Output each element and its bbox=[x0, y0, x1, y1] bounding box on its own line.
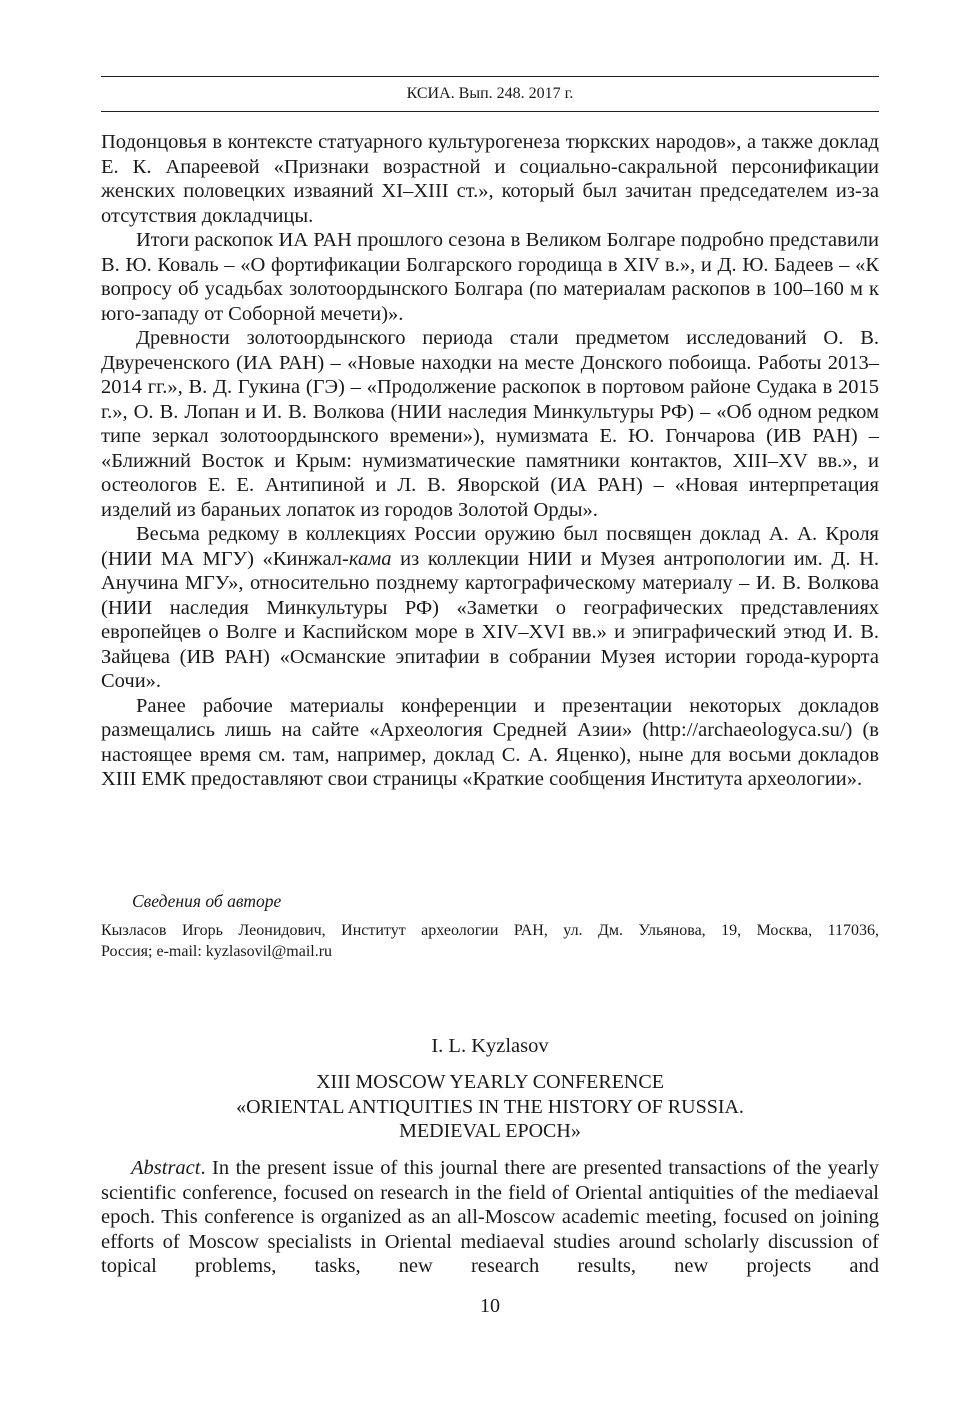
paragraph-4-start: Весьма редкому в коллекциях России оружию был посвящен доклад А. А. Кроля (НИИ МА МГУ) «Кинжал- bbox=[101, 523, 879, 570]
paragraph-4 bbox=[101, 522, 879, 694]
english-title bbox=[101, 1070, 879, 1144]
author-info-line-1: Кызласов Игорь Леонидович, Институт археологии РАН, ул. Дм. Ульянова, 19, Москва, 117036, bbox=[101, 922, 879, 939]
english-title-line-1: XIII MOSCOW YEARLY CONFERENCE bbox=[316, 1071, 664, 1093]
running-title: КСИА. Вып. 248. 2017 г. bbox=[406, 85, 574, 102]
english-author: I. L. Kyzlasov bbox=[431, 1035, 549, 1057]
author-info bbox=[101, 890, 879, 962]
abstract-text: . In the present issue of this journal there are presented transactions of the yearly scientific conference, focused on research in the field of Oriental antiquities of the mediaeval epoch. This conference is organized as an all-Moscow academic meeting, focused on joining efforts of Moscow specialists in Oriental mediaeval studies around scholarly discussion of topical problems, tasks, new research results, new projects and bbox=[101, 1157, 879, 1277]
running-header bbox=[101, 76, 879, 112]
article-body bbox=[101, 130, 879, 792]
author-info-line-2: Россия; e-mail: kyzlasovil@mail.ru bbox=[101, 943, 333, 960]
page-number: 10 bbox=[480, 1295, 500, 1317]
paragraph-4-italic-term: кама bbox=[348, 547, 392, 570]
english-abstract bbox=[101, 1156, 879, 1279]
abstract-label: Abstract bbox=[131, 1157, 201, 1179]
english-title-line-2: «ORIENTAL ANTIQUITIES IN THE HISTORY OF RUSSIA. bbox=[236, 1095, 744, 1118]
author-info-heading: Сведения об авторе bbox=[132, 891, 282, 911]
english-title-line-3: MEDIEVAL EPOCH» bbox=[399, 1120, 581, 1142]
paragraph-3: Древности золотоордынского периода стали предметом исследований О. В. Двуреченского (ИА РАН) – «Новые находки на месте Донского побоища. Работы 2013–2014 гг.», В. Д. Гукина (ГЭ) – «Продолжение раскопок в портовом районе Судака в 2015 г.», О. В. Лопан и И. В. Волкова (НИИ наследия Минкультуры РФ) – «Об одном редком типе зеркал золотоордынского времени»), нумизмата Е. Ю. Гончарова (ИВ РАН) – «Ближний Восток и Крым: нумизматические памятники контактов, XIII–XV вв.», и остеологов Е. Е. Антипиной и Л. В. Яворской (ИА РАН) – «Новая интерпретация изделий из бараньих лопаток из городов Золотой Орды». bbox=[101, 327, 879, 521]
paragraph-5: Ранее рабочие материалы конференции и презентации некоторых докладов размещались лишь на сайте «Археология Средней Азии» (http://archaeologyca.su/) (в настоящее время см. там, например, доклад С. А. Яценко), ныне для восьми докладов XIII ЕМК предоставляют свои страницы «Краткие сообщения Института археологии». bbox=[101, 694, 879, 790]
paragraph-4-end: из коллекции НИИ и Музея антропологии им. Д. Н. Анучина МГУ», относительно позднему картографическому материалу – И. В. Волкова (НИИ наследия Минкультуры РФ) «Заметки о географических представлениях европейцев о Волге и Каспийском море в XIV–XVI вв.» и эпиграфический этюд И. В. Зайцева (ИВ РАН) «Османские эпитафии в собрании Музея истории города-курорта Сочи». bbox=[101, 547, 880, 692]
author-info-text bbox=[101, 920, 879, 962]
paragraph-2: Итоги раскопок ИА РАН прошлого сезона в Великом Болгаре подробно представили В. Ю. Коваль – «О фортификации Болгарского городища в XIV в.», и Д. Ю. Бадеев – «К вопросу об усадьбах золотоордынского Болгара (по материалам раскопов в 100–160 м к юго-западу от Соборной мечети)». bbox=[101, 229, 879, 325]
paragraph-1: Подонцовья в контексте статуарного культурогенеза тюркских народов», а также доклад Е. К. Апареевой «Признаки возрастной и социально-сакральной персонификации женских половецких изваяний XI–XIII ст.», который был зачитан председателем из-за отсутствия докладчицы. bbox=[101, 131, 879, 227]
